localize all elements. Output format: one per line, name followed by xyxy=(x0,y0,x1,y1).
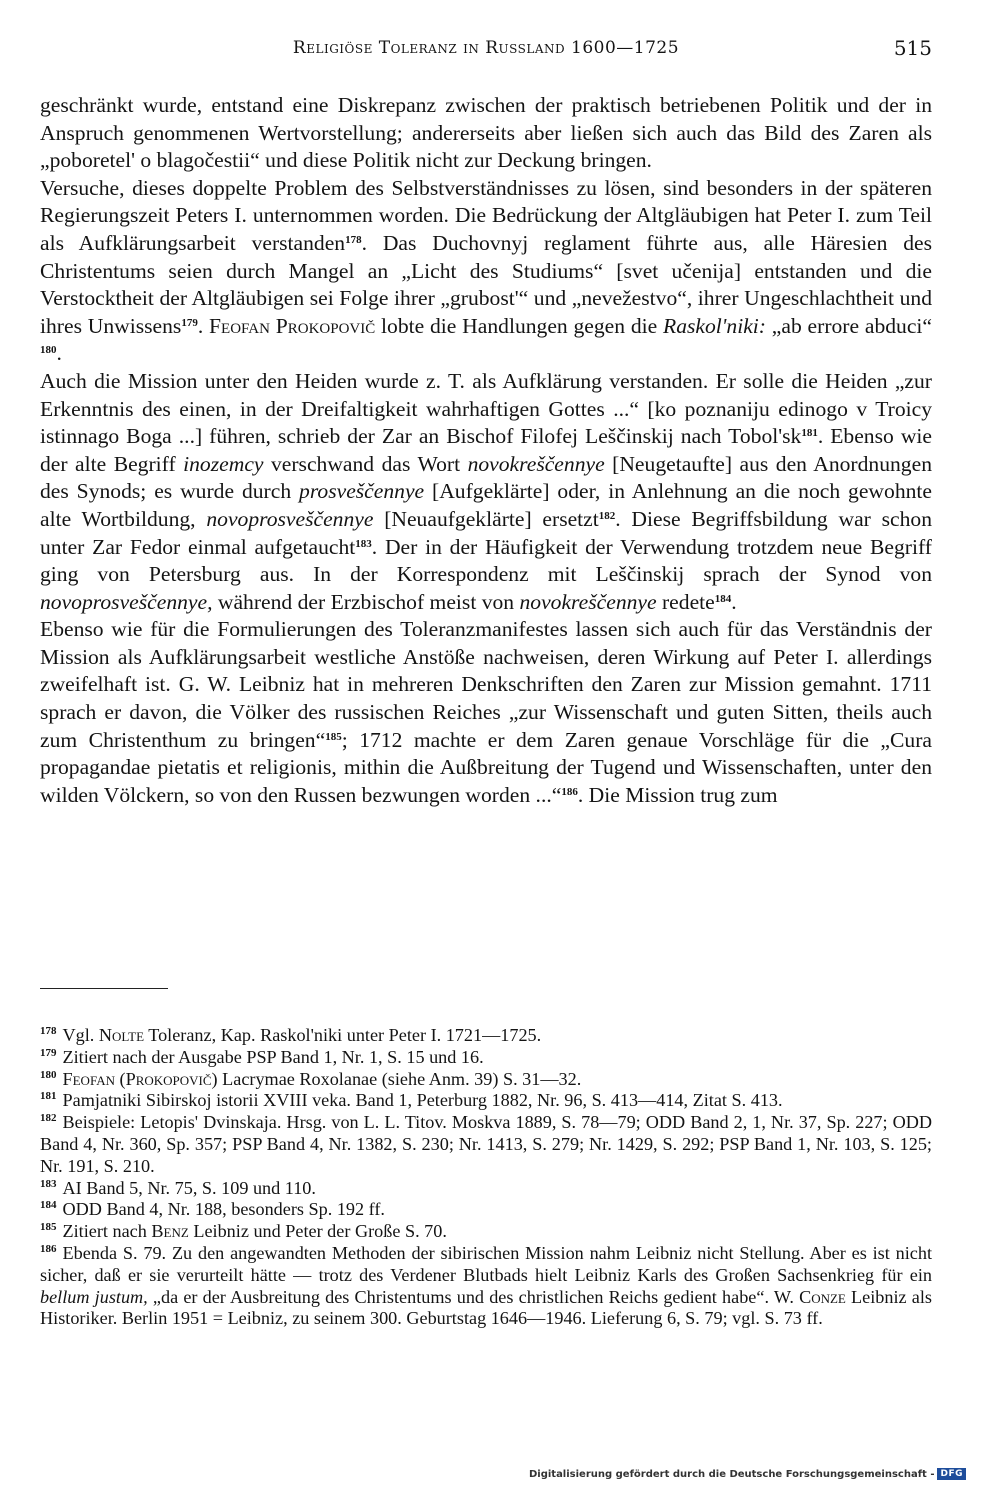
text-run: [Neuaufgeklärte] ersetzt xyxy=(373,506,599,531)
running-title: Religiöse Toleranz in Russland 1600—1725 xyxy=(292,38,680,58)
footnote-number: 178 xyxy=(40,1025,57,1037)
footnote xyxy=(40,1178,932,1200)
footnote-number: 180 xyxy=(40,1068,57,1081)
footnote xyxy=(40,1069,932,1091)
text-run: . Ebenso wie der alte Begriff xyxy=(40,424,932,476)
paragraph xyxy=(40,368,932,616)
italic-term: inozemcy xyxy=(183,451,264,476)
footnote-reference: 183 xyxy=(355,537,372,550)
text-run: Versuche, dieses doppelte Problem des Selbstverständnisses zu lösen, sind besonders in der späteren Regierungszeit Peters I. unternommen worden. Die Bedrückung der Altgläubigen hat Peter I. zum Teil als Aufklärungsarbeit verstanden xyxy=(40,175,932,255)
text-run: [Aufgeklärte] oder, in Anlehnung an die noch gewohnte alte Wortbildung, xyxy=(40,479,932,531)
footnote-reference: 186 xyxy=(561,785,578,798)
text-run: „da er der Ausbreitung des Christentums und des christlichen Reichs gedient habe“. W. xyxy=(147,1286,800,1307)
italic-term: bellum justum, xyxy=(40,1286,148,1307)
italic-term: Raskol'niki: xyxy=(663,313,766,338)
text-run: „ab errore abduci“ xyxy=(766,313,933,338)
author-name: Feofan (Prokopovič) xyxy=(62,1068,218,1089)
footnote-number: 186 xyxy=(40,1242,57,1255)
italic-term: novokreščennye xyxy=(467,451,605,476)
italic-term: prosveščennye xyxy=(299,479,425,504)
footnote-number: 182 xyxy=(40,1112,57,1125)
page-number: 515 xyxy=(893,36,932,60)
text-run: Leibniz und Peter der Große S. 70. xyxy=(188,1221,447,1242)
footnote-number: 181 xyxy=(40,1090,57,1103)
text-run: ; 1712 machte er dem Zaren genaue Vorschläge für die „Cura propagandae pietatis et religionis, mithin die Außbreitung der Tugend und Wissenschaften, unter den wilden Völckern, so von den Russen bezwungen worden ...“ xyxy=(40,727,932,807)
italic-term: novoprosveščennye, xyxy=(40,589,213,614)
footnote xyxy=(40,1243,932,1330)
footnote xyxy=(40,1047,932,1069)
footnote-reference: 178 xyxy=(345,233,362,246)
paragraph xyxy=(40,92,932,175)
text-run: . xyxy=(197,313,210,338)
text-run: verschwand das Wort xyxy=(263,451,468,476)
footnote-number: 185 xyxy=(40,1221,57,1234)
footnote-reference: 181 xyxy=(801,427,818,440)
text-run: Auch die Mission unter den Heiden wurde z. T. als Aufklärung verstanden. Er solle die Heiden „zur Erkenntnis des einen, in der Dreifaltigkeit wahrhaftigen Gottes ...“ [ko poznaniju edinogo v Troicy istinnago Boga ...] führen, schrieb der Zar an Bischof Filofej Leščinskij nach Tobol'sk xyxy=(40,368,932,449)
author-name: Feofan Prokopovič xyxy=(209,313,376,338)
text-run: . Der in der Häufigkeit der Verwendung trotzdem neue Begriff ging von Petersburg aus. In der Korrespondenz mit Leščinskij sprach der Synod von xyxy=(40,534,932,587)
author-name: Benz xyxy=(151,1221,189,1242)
text-run: . Das Duchovnyj reglament führte aus, alle Häresien des Christentums seien durch Mangel an „Licht des Studiums“ [svet učenija] entstanden und die Verstocktheit der Altgläubigen sei Folge ihrer „grubost'“ und „nevežestvo“, ihrer Ungeschlachtheit und ihres Unwissens xyxy=(40,230,932,338)
footnote xyxy=(40,1199,932,1221)
text-run: während der Erzbischof meist von xyxy=(212,589,520,614)
text-run: AI Band 5, Nr. 75, S. 109 und 110. xyxy=(62,1177,316,1198)
footnote-number: 179 xyxy=(40,1046,57,1059)
author-name: Nolte xyxy=(98,1025,145,1045)
footnote-reference: 184 xyxy=(714,592,732,605)
text-run: geschränkt wurde, entstand eine Diskrepanz zwischen der praktisch betriebenen Politik und der in Anspruch genommenen Wertvorstellung; andererseits aber ließen sich auch das Bild des Zaren als „poboretel' o blagočestii“ und diese Politik nicht zur Deckung bringen. xyxy=(40,93,932,173)
dfg-logo: DFG xyxy=(937,1468,966,1480)
running-header xyxy=(40,36,932,66)
footnote-number: 184 xyxy=(40,1199,57,1212)
text-run: . xyxy=(731,589,737,614)
text-run: ODD Band 4, Nr. 188, besonders Sp. 192 ff. xyxy=(62,1199,385,1220)
footnote xyxy=(40,1025,932,1047)
author-name: Conze xyxy=(799,1286,846,1307)
text-run: . Diese Begriffsbildung war schon unter Zar Fedor einmal aufgetaucht xyxy=(40,506,932,559)
text-run: . Die Mission trug zum xyxy=(577,782,778,807)
paragraph xyxy=(40,175,932,368)
footnote-reference: 179 xyxy=(181,316,198,329)
footnote xyxy=(40,1090,932,1112)
text-run: Pamjatniki Sibirskoj istorii XVIII veka. Band 1, Peterburg 1882, Nr. 96, S. 413—414, Zitat S. 413. xyxy=(62,1090,783,1111)
text-run: Vgl. xyxy=(62,1025,99,1045)
digitization-credit xyxy=(529,1468,966,1480)
footnote-divider xyxy=(40,988,168,989)
text-run: Zitiert nach der Ausgabe PSP Band 1, Nr. 1, S. 15 und 16. xyxy=(62,1046,484,1067)
text-run: Leibniz als Historiker. Berlin 1951 = Leibniz, zu seinem 300. Geburtstag 1646—1946. Lieferung 6, S. 79; vgl. S. 73 ff. xyxy=(40,1286,932,1329)
italic-term: novokreščennye xyxy=(519,589,657,614)
credit-text: Digitalisierung gefördert durch die Deutsche Forschungsgemeinschaft - xyxy=(528,1468,935,1480)
footnote-number: 183 xyxy=(40,1177,57,1190)
text-run: Beispiele: Letopis' Dvinskaja. Hrsg. von L. L. Titov. Moskva 1889, S. 78—79; ODD Band 2, 1, Nr. 37, Sp. 227; ODD Band 4, Nr. 360, Sp. 357; PSP Band 4, Nr. 1382, S. 230; Nr. 1413, S. 279; Nr. 1429, S. 292; PSP Band 1, Nr. 103, S. 125; Nr. 191, S. 210. xyxy=(40,1112,932,1176)
footnotes xyxy=(40,1025,932,1330)
footnote-reference: 180 xyxy=(40,344,57,357)
text-run: [Neugetaufte] aus den Anordnungen des Synods; es wurde durch xyxy=(40,451,932,504)
text-run: redete xyxy=(656,589,715,614)
paragraph xyxy=(40,616,932,809)
text-run: Ebenso wie für die Formulierungen des Toleranzmanifestes lassen sich auch für das Verständnis der Mission als Aufklärungsarbeit westliche Anstöße nachweisen, deren Wirkung auf Peter I. allerdings zweifelhaft ist. G. W. Leibniz hat in mehreren Denkschriften den Zaren zur Mission gemahnt. 1711 sprach er davon, die Völker des russischen Reiches „zur Wissenschaft und guten Sitten, theils auch zum Christenthum zu bringen“ xyxy=(40,617,932,752)
text-run: . xyxy=(56,341,62,366)
text-run: Lacrymae Roxolanae (siehe Anm. 39) S. 31—32. xyxy=(217,1068,582,1089)
footnote xyxy=(40,1112,932,1177)
footnote-reference: 182 xyxy=(598,509,616,522)
footnote xyxy=(40,1221,932,1243)
text-run: Ebenda S. 79. Zu den angewandten Methoden der sibirischen Mission nahm Leibniz nicht Stellung. Aber es ist nicht sicher, daß er sie verurteilt hätte — trotz des Verdener Blutbads hielt Leibniz Karls des Großen Sachsenkrieg für ein xyxy=(40,1242,932,1285)
text-run: Toleranz, Kap. Raskol'niki unter Peter I. 1721—1725. xyxy=(144,1025,542,1045)
text-run: lobte die Handlungen gegen die xyxy=(375,313,664,338)
text-run: Zitiert nach xyxy=(62,1221,152,1242)
footnote-reference: 185 xyxy=(325,730,342,743)
italic-term: novoprosveščennye xyxy=(206,506,374,531)
body-text xyxy=(40,92,932,809)
